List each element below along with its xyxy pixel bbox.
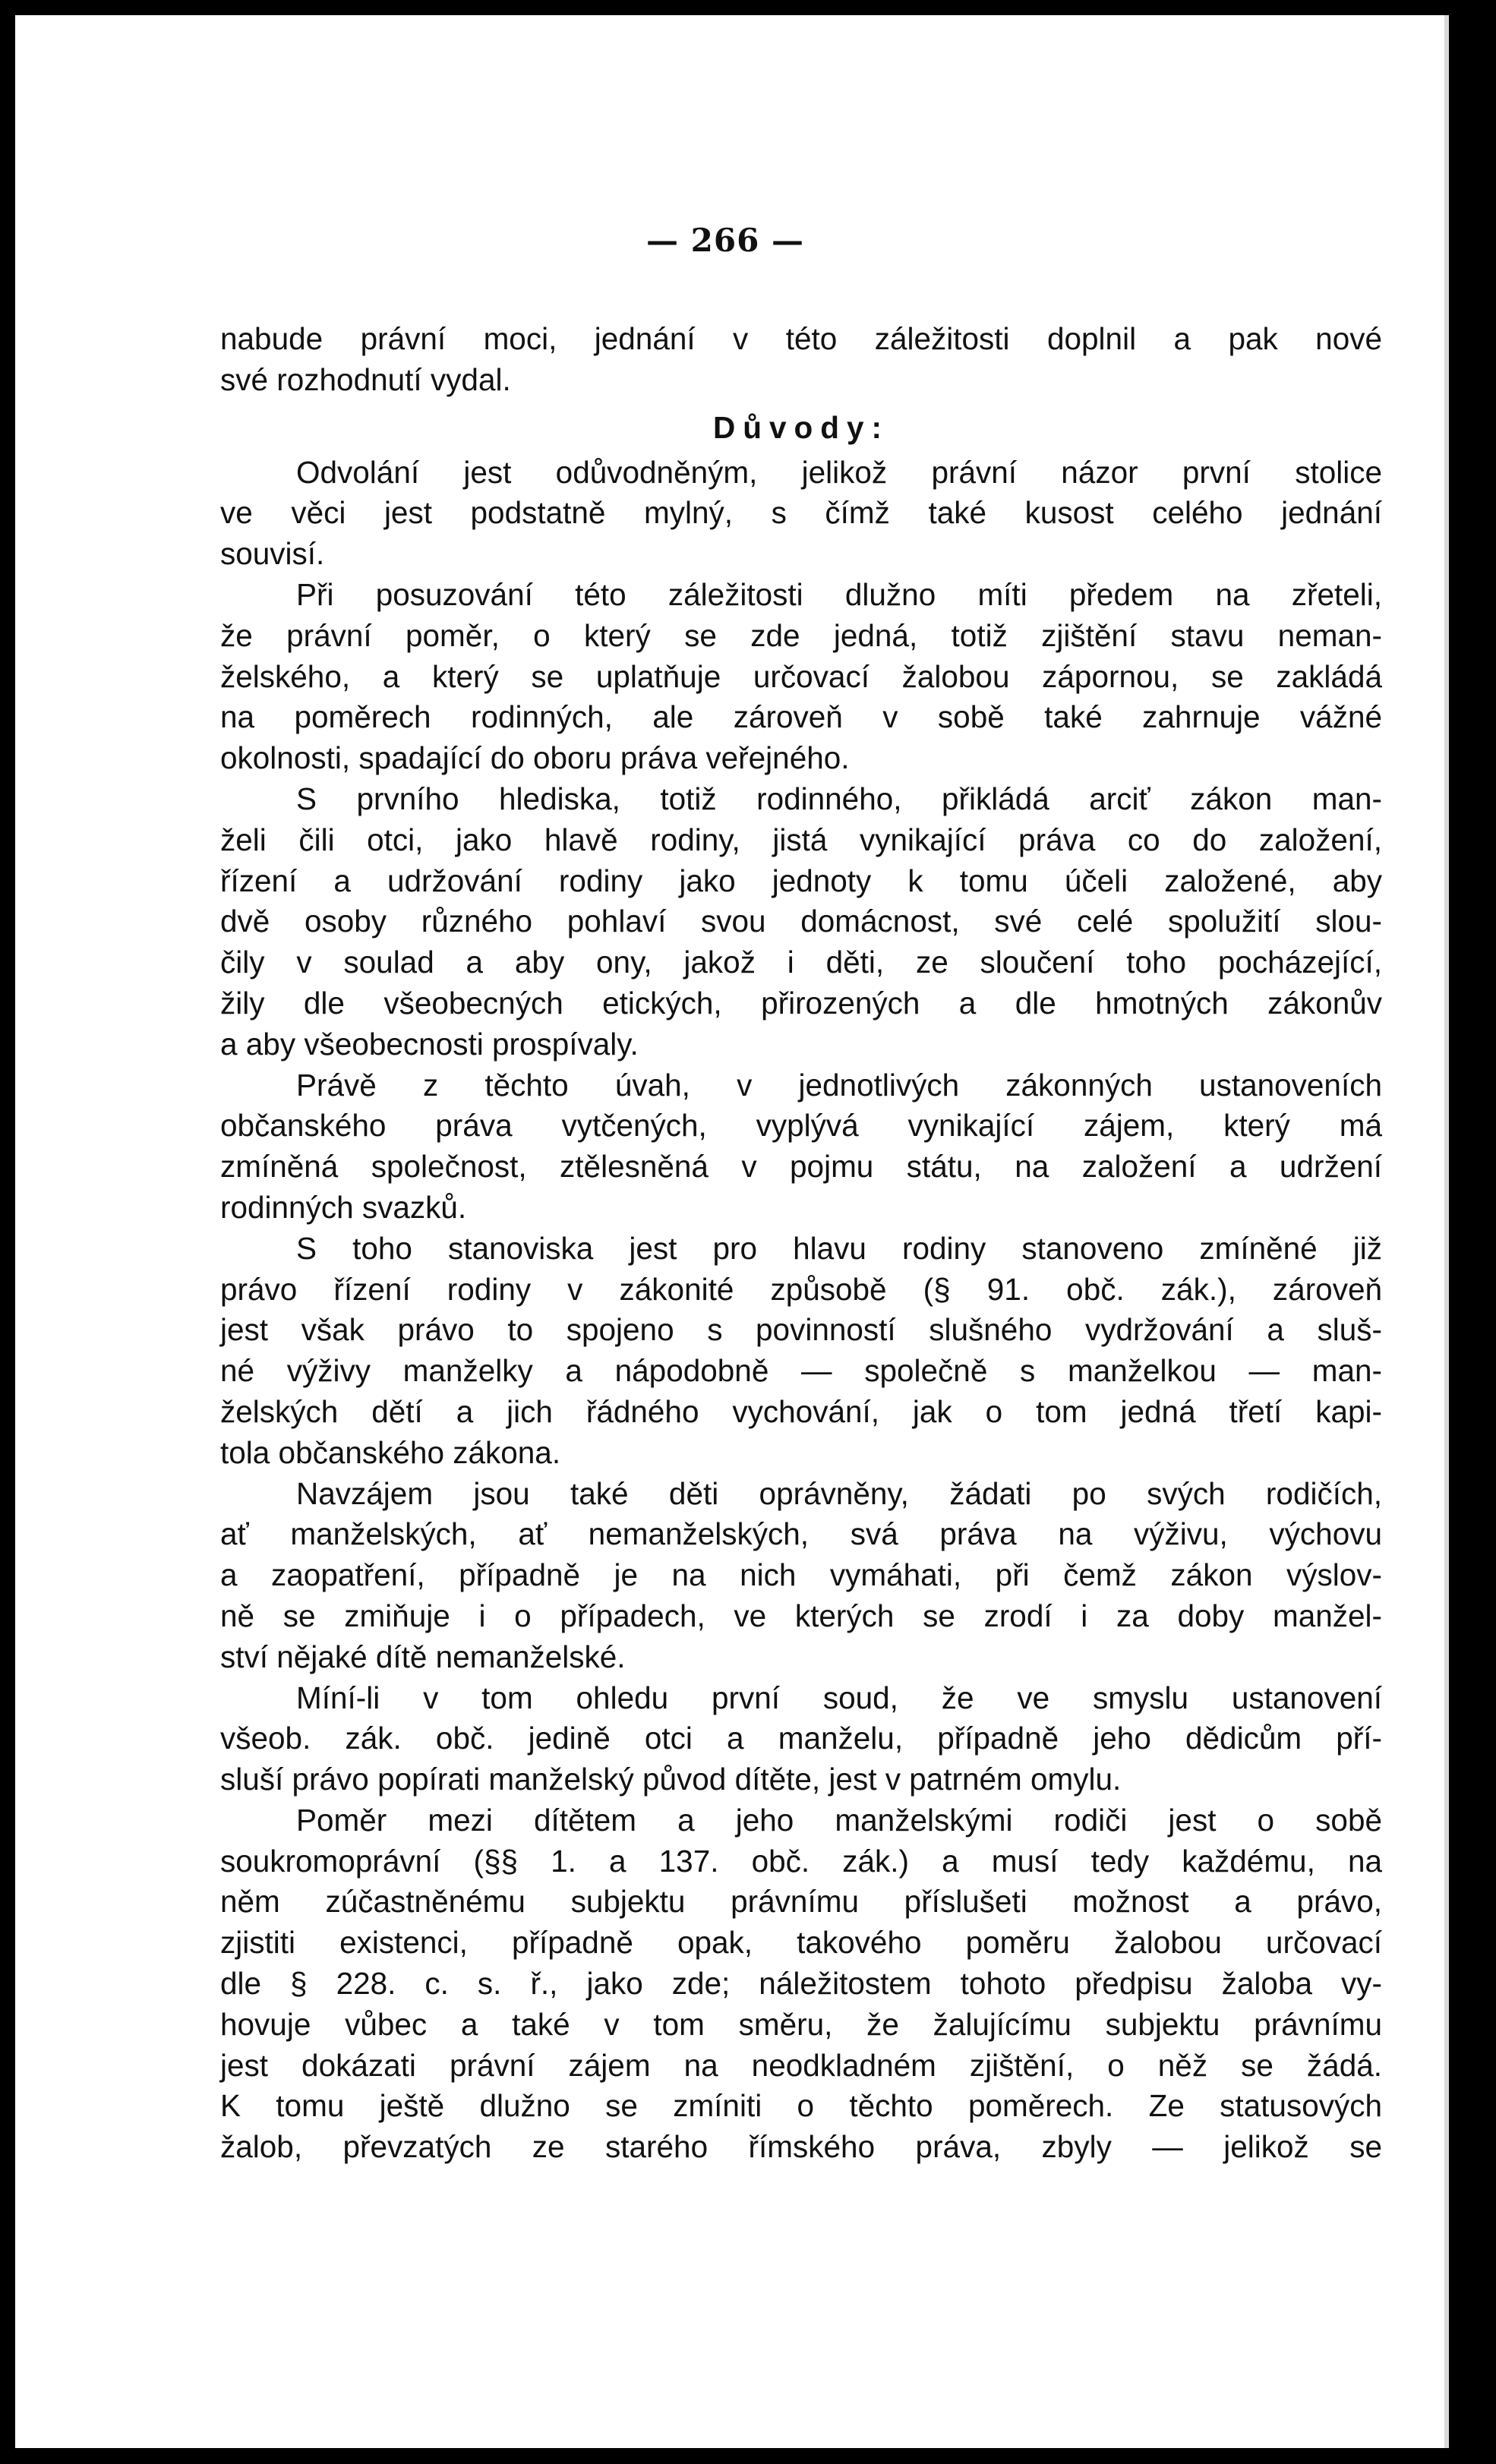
text-line: K tomu ještě dlužno se zmíniti o těchto poměrech. Ze statusových (220, 2088, 1382, 2124)
text-line: želi čili otci, jako hlavě rodiny, jistá vynikající práva co do založení, (220, 822, 1382, 857)
section-heading: Důvody: (713, 409, 889, 445)
text-line: sluší právo popírati manželský původ dítěte, jest v patrném omylu. (220, 1762, 1122, 1797)
text-line: jest dokázati právní zájem na neodkladném zjištění, o něž se žádá. (220, 2047, 1382, 2083)
text-line: a zaopatření, případně je na nich vymáhati, při čemž zákon výslov- (220, 1557, 1382, 1593)
text-line: že právní poměr, o který se zde jedná, totiž zjištění stavu neman- (220, 617, 1382, 653)
text-line: dle § 228. c. s. ř., jako zde; náležitostem tohoto předpisu žaloba vy- (220, 1966, 1382, 2002)
text-line: řízení a udržování rodiny jako jednoty k tomu účeli založené, aby (220, 863, 1382, 898)
text-line: Právě z těchto úvah, v jednotlivých zákonných ustanoveních (296, 1067, 1382, 1103)
text-line: a aby všeobecnosti prospívaly. (220, 1026, 639, 1062)
text-line: něm zúčastněnému subjektu právnímu příslušeti možnost a právo, (220, 1884, 1382, 1920)
text-line: zjistiti existenci, případně opak, takového poměru žalobou určovací (220, 1925, 1382, 1961)
text-line: Odvolání jest odůvodněným, jelikož právní názor první stolice (296, 454, 1382, 490)
text-line: S toho stanoviska jest pro hlavu rodiny stanoveno zmíněné již (296, 1230, 1382, 1266)
text-line: své rozhodnutí vydal. (220, 361, 511, 397)
body-text (220, 319, 1382, 2168)
text-line: na poměrech rodinných, ale zároveň v sobě také zahrnuje vážné (220, 699, 1382, 735)
text-line: nabude právní moci, jednání v této záležitosti doplnil a pak nové (220, 321, 1382, 356)
text-line: né výživy manželky a nápodobně — společně s manželkou — man- (220, 1353, 1382, 1389)
text-line: ve věci jest podstatně mylný, s čímž také kusost celého jednání (220, 495, 1382, 531)
text-line: okolnosti, spadající do oboru práva veřejného. (220, 740, 850, 776)
text-line: dvě osoby různého pohlaví svou domácnost, své celé spolužití slou- (220, 904, 1382, 939)
text-line: jest však právo to spojeno s povinností slušného vydržování a sluš- (220, 1312, 1382, 1348)
text-line: hovuje vůbec a také v tom směru, že žalujícímu subjektu právnímu (220, 2006, 1382, 2042)
text-line: Míní-li v tom ohledu první soud, že ve smyslu ustanovení (296, 1680, 1382, 1715)
text-line: Navzájem jsou také děti oprávněny, žádati po svých rodičích, (296, 1475, 1382, 1511)
text-line: zmíněná společnost, ztělesněná v pojmu státu, na založení a udržení (220, 1149, 1382, 1185)
text-line: čily v soulad a aby ony, jakož i děti, ze sloučení toho pocházející, (220, 945, 1382, 980)
text-line: všeob. zák. obč. jedině otci a manželu, případně jeho dědicům pří- (220, 1721, 1382, 1756)
text-line: ství nějaké dítě nemanželské. (220, 1639, 626, 1674)
text-line: soukromoprávní (§§ 1. a 137. obč. zák.) a musí tedy každému, na (220, 1843, 1382, 1879)
text-line: žily dle všeobecných etických, přirozených a dle hmotných zákonův (220, 985, 1382, 1021)
text-line: žalob, převzatých ze starého římského práva, zbyly — jelikož se (220, 2129, 1382, 2165)
text-line: souvisí. (220, 536, 325, 572)
text-line: S prvního hlediska, totiž rodinného, přikládá arciť zákon man- (296, 781, 1382, 816)
text-line: ně se zmiňuje i o případech, ve kterých se zrodí i za doby manžel- (220, 1598, 1382, 1633)
text-line: želských dětí a jich řádného vychování, jak o tom jedná třetí kapi- (220, 1393, 1382, 1429)
text-line: rodinných svazků. (220, 1189, 467, 1225)
text-line: Při posuzování této záležitosti dlužno míti předem na zřeteli, (296, 576, 1382, 612)
text-line: občanského práva vytčených, vyplývá vynikající zájem, který má (220, 1108, 1382, 1144)
page-number: — 266 — (646, 222, 804, 259)
text-line: Poměr mezi dítětem a jeho manželskými rodiči jest o sobě (296, 1802, 1382, 1838)
text-line: ať manželských, ať nemanželských, svá práva na výživu, výchovu (220, 1516, 1382, 1552)
text-line: želského, a který se uplatňuje určovací žalobou zápornou, se zakládá (220, 658, 1382, 694)
document-page (15, 15, 1449, 2448)
text-line: právo řízení rodiny v zákonité způsobě (§ 91. obč. zák.), zároveň (220, 1271, 1382, 1307)
text-line: tola občanského zákona. (220, 1434, 561, 1470)
page-edge-shadow (1444, 15, 1449, 2448)
